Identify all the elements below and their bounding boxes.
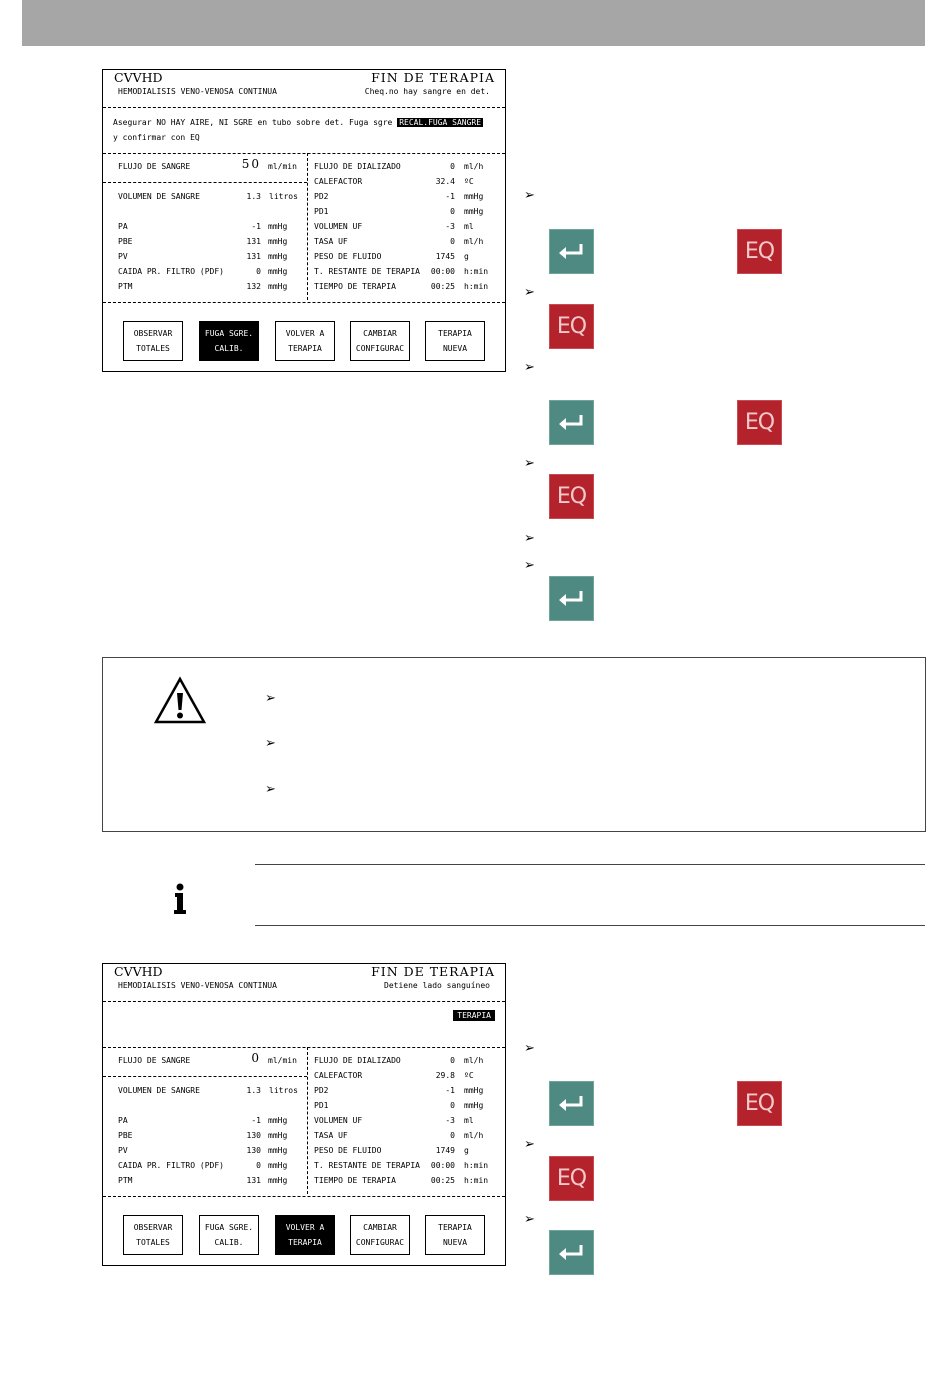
therapy-mode-desc: HEMODIALISIS VENO-VENOSA CONTINUA [118,87,277,96]
param-unit: mmHg [268,237,288,246]
param-value: -3 [445,222,455,231]
therapy-mode: CVVHD [114,70,163,85]
param-value: 131 [246,252,261,261]
blood-flow-label: FLUJO DE SANGRE [118,162,191,171]
param-value: 0 [450,162,455,171]
bullet-arrow: ➢ [524,456,535,471]
screen-title: FIN DE TERAPIA [371,70,495,85]
cambiar-configurac-button[interactable]: CAMBIAR CONFIGURAC [350,1215,410,1255]
param-unit: mmHg [268,252,288,261]
param-value: 0 [450,207,455,216]
param-value: -1 [251,222,261,231]
param-unit: mmHg [268,1176,288,1185]
divider [255,864,925,865]
eq-key-icon[interactable]: EQ [549,1156,594,1201]
param-unit: ml/h [464,1056,484,1065]
terapia-nueva-button[interactable]: TERAPIA NUEVA [425,1215,485,1255]
volver-a-terapia-button[interactable]: VOLVER A TERAPIA [275,1215,335,1255]
param-label: VOLUMEN UF [314,1116,363,1125]
enter-key-icon[interactable] [549,400,594,445]
blood-flow-label: FLUJO DE SANGRE [118,1056,191,1065]
param-label: PV [118,1146,128,1155]
param-unit: mmHg [268,1146,288,1155]
blood-flow-value: 0 [251,1051,261,1065]
param-label: VOLUMEN UF [314,222,363,231]
param-label: FLUJO DE DIALIZADO [314,162,401,171]
eq-key-icon[interactable]: EQ [737,229,782,274]
param-label: PD2 [314,1086,329,1095]
param-unit: ml/h [464,1131,484,1140]
cambiar-configurac-button[interactable]: CAMBIAR CONFIGURAC [350,321,410,361]
screen-subtitle: Cheq.no hay sangre en det. [364,87,490,96]
param-unit: ºC [464,1071,474,1080]
eq-key-icon[interactable]: EQ [549,304,594,349]
bullet-arrow: ➢ [265,691,276,706]
param-value: 132 [246,282,261,291]
warning-box [102,657,926,832]
param-unit: mmHg [268,1131,288,1140]
param-value: 00:25 [430,282,455,291]
eq-key-icon[interactable]: EQ [737,400,782,445]
param-label: PA [118,222,128,231]
param-unit: mmHg [464,1101,484,1110]
fuga-sgre-calib-button[interactable]: FUGA SGRE. CALIB. [199,1215,259,1255]
param-label: TIEMPO DE TERAPIA [314,282,396,291]
param-value: 130 [246,1146,261,1155]
param-unit: mmHg [464,1086,484,1095]
warning-triangle-icon [153,676,207,726]
instruction-message: Asegurar NO HAY AIRE, NI SGRE en tubo sobre det. Fuga sgre RECAL.FUGA SANGRE y confirmar con EQ [113,118,482,142]
param-label: TASA UF [314,237,348,246]
param-label: PD1 [314,1101,329,1110]
therapy-highlight: TERAPIA [453,1010,495,1021]
param-label: PA [118,1116,128,1125]
param-value: -3 [445,1116,455,1125]
param-value: 0 [450,237,455,246]
param-unit: h:min [464,282,489,291]
param-value: 130 [246,1131,261,1140]
param-label: T. RESTANTE DE TERAPIA [314,1161,420,1170]
param-unit: ml/h [464,162,484,171]
param-label: PD1 [314,207,329,216]
bullet-arrow: ➢ [524,188,535,203]
volver-a-terapia-button[interactable]: VOLVER A TERAPIA [275,321,335,361]
param-label: PTM [118,282,133,291]
param-unit: g [464,1146,469,1155]
param-label: PESO DE FLUIDO [314,1146,382,1155]
bullet-arrow: ➢ [524,360,535,375]
param-value: 131 [246,237,261,246]
screen-subtitle: Detiene lado sanguíneo [384,981,490,990]
bullet-arrow: ➢ [524,1041,535,1056]
param-value: 00:25 [430,1176,455,1185]
bullet-arrow: ➢ [524,1137,535,1152]
param-value: 29.8 [435,1071,455,1080]
param-unit: ml/h [464,237,484,246]
param-label: TIEMPO DE TERAPIA [314,1176,396,1185]
param-unit: mmHg [268,1116,288,1125]
param-label: CAIDA PR. FILTRO (PDF) [118,267,224,276]
param-unit: mmHg [268,1161,288,1170]
param-value: 0 [450,1101,455,1110]
enter-key-icon[interactable] [549,576,594,621]
param-unit: mmHg [268,282,288,291]
param-unit: ºC [464,177,474,186]
blood-volume-value: 1.3 [246,192,261,201]
param-label: CAIDA PR. FILTRO (PDF) [118,1161,224,1170]
terapia-nueva-button[interactable]: TERAPIA NUEVA [425,321,485,361]
param-unit: ml [464,222,474,231]
eq-key-icon[interactable]: EQ [737,1081,782,1126]
fuga-sgre-calib-button[interactable]: FUGA SGRE. CALIB. [199,321,259,361]
therapy-mode-desc: HEMODIALISIS VENO-VENOSA CONTINUA [118,981,277,990]
param-label: TASA UF [314,1131,348,1140]
bullet-arrow: ➢ [265,782,276,797]
param-unit: ml [464,1116,474,1125]
observar-totales-button[interactable]: OBSERVAR TOTALES [123,321,183,361]
bullet-arrow: ➢ [265,736,276,751]
param-label: PD2 [314,192,329,201]
bullet-arrow: ➢ [524,285,535,300]
observar-totales-button[interactable]: OBSERVAR TOTALES [123,1215,183,1255]
param-unit: h:min [464,267,489,276]
param-unit: h:min [464,1161,489,1170]
param-label: PTM [118,1176,133,1185]
therapy-mode: CVVHD [114,964,163,979]
blood-volume-label: VOLUMEN DE SANGRE [118,1086,200,1095]
param-label: PV [118,252,128,261]
param-value: 1749 [435,1146,455,1155]
info-icon [172,883,188,915]
enter-key-icon[interactable] [549,1081,594,1126]
param-value: 00:00 [430,1161,455,1170]
param-value: -1 [251,1116,261,1125]
param-value: 0 [450,1056,455,1065]
blood-volume-value: 1.3 [246,1086,261,1095]
blood-volume-label: VOLUMEN DE SANGRE [118,192,200,201]
param-value: 1745 [435,252,455,261]
bullet-arrow: ➢ [524,531,535,546]
param-label: PESO DE FLUIDO [314,252,382,261]
param-unit: mmHg [464,192,484,201]
param-value: 32.4 [435,177,455,186]
param-label: T. RESTANTE DE TERAPIA [314,267,420,276]
divider [255,925,925,926]
param-label: FLUJO DE DIALIZADO [314,1056,401,1065]
param-unit: h:min [464,1176,489,1185]
header-bar [22,0,925,46]
param-value: -1 [445,1086,455,1095]
param-value: 0 [450,1131,455,1140]
param-value: 131 [246,1176,261,1185]
param-label: CALEFACTOR [314,177,363,186]
machine-screen-1: CVVHD FIN DE TERAPIA HEMODIALISIS VENO-VENOSA CONTINUA Cheq.no hay sangre en det. Asegurar NO HAY AIRE, NI SGRE en tubo sobre det. Fuga sgre RECAL.FUGA SANGRE y confirmar con EQ FLUJO DE SANGRE 50 ml/min VOLUMEN DE SANGRE 1.3 litros PA -1 mmHg PBE 131 mmHg PV 131 mmHg CAIDA PR. FILTRO (PDF) 0 mmHg PTM 132 mmHg FLUJO DE DIALIZADO 0 ml/h CALEFACTOR 32.4 ºC PD2 -1 mmHg PD1 0 mmHg VOLUMEN UF -3 ml TASA UF 0 ml/h PESO DE FLUIDO 1745 g T. RESTANTE DE TERAPIA 00:00 h:min TIEMPO DE TERAPIA 00:25 h:min OBSERVAR TOTALES FUGA SGRE. CALIB. VOLVER A TERAPIA CAMBIAR CONFIGURAC TERAPIA NUEVA [102,69,506,372]
param-label: PBE [118,1131,133,1140]
enter-key-icon[interactable] [549,1230,594,1275]
param-label: PBE [118,237,133,246]
param-value: -1 [445,192,455,201]
blood-flow-value: 50 [241,157,261,171]
blood-leak-recal-highlight: RECAL.FUGA SANGRE [399,118,482,127]
param-value: 0 [256,1161,261,1170]
screen-title: FIN DE TERAPIA [371,964,495,979]
machine-screen-2: CVVHD FIN DE TERAPIA HEMODIALISIS VENO-VENOSA CONTINUA Detiene lado sanguíneo TERAPIA FLUJO DE SANGRE 0 ml/min VOLUMEN DE SANGRE 1.3 litros PA -1 mmHg PBE 130 mmHg PV 130 mmHg CAIDA PR. FILTRO (PDF) 0 mmHg PTM 131 mmHg FLUJO DE DIALIZADO 0 ml/h CALEFACTOR 29.8 ºC PD2 -1 mmHg PD1 0 mmHg VOLUMEN UF -3 ml TASA UF 0 ml/h PESO DE FLUIDO 1749 g T. RESTANTE DE TERAPIA 00:00 h:min TIEMPO DE TERAPIA 00:25 h:min OBSERVAR TOTALES FUGA SGRE. CALIB. VOLVER A TERAPIA CAMBIAR CONFIGURAC TERAPIA NUEVA [102,963,506,1266]
bullet-arrow: ➢ [524,1212,535,1227]
param-unit: mmHg [464,207,484,216]
bullet-arrow: ➢ [524,558,535,573]
enter-key-icon[interactable] [549,229,594,274]
param-unit: mmHg [268,267,288,276]
param-unit: mmHg [268,222,288,231]
param-unit: g [464,252,469,261]
param-value: 0 [256,267,261,276]
param-value: 00:00 [430,267,455,276]
param-label: CALEFACTOR [314,1071,363,1080]
eq-key-icon[interactable]: EQ [549,474,594,519]
